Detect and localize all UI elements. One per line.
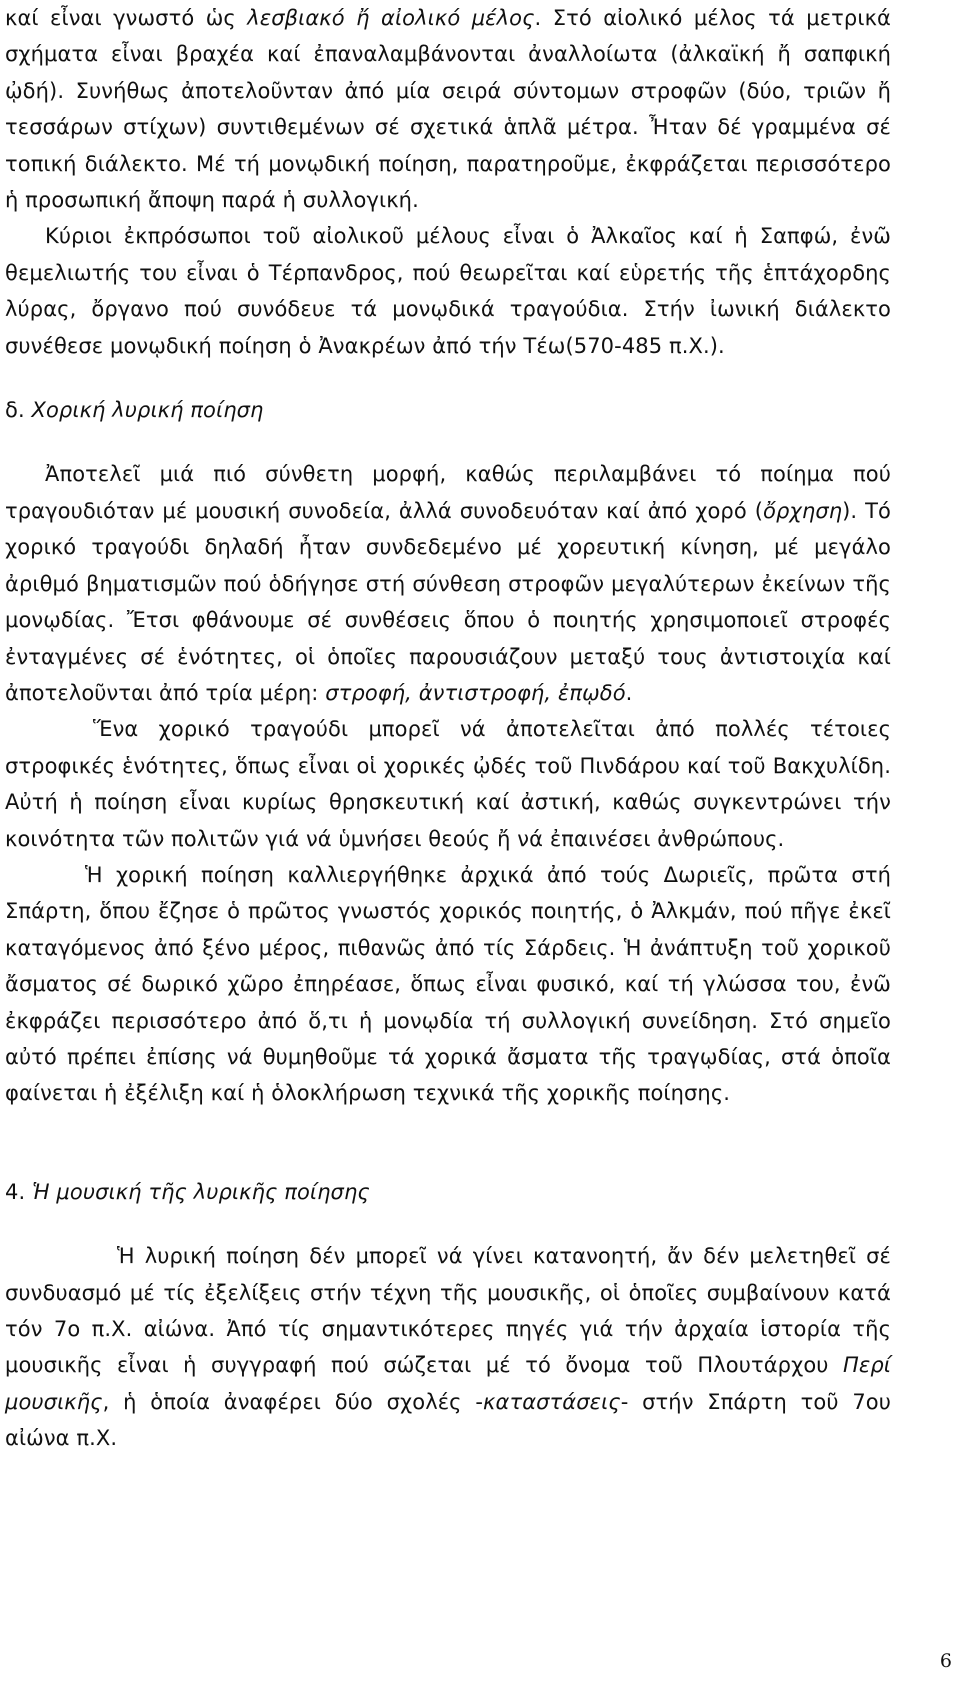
- section-heading-music: [5, 1174, 891, 1210]
- section-number: δ.: [5, 398, 32, 423]
- paragraph-representatives: Κύριοι ἐκπρόσωποι τοῦ αἰολικοῦ μέλους εἶναι ὁ Ἀλκαῖος καί ἡ Σαπφώ, ἐνῶ θεμελιωτής του εἶναι ὁ Τέρπανδρος, πού θεωρεῖται καί εὑρετής τῆς ἑπτάχορδης λύρας, ὄργανο πού συνόδευε τά μονῳδικά τραγούδια. Στήν ἰωνική διάλεκτο συνέθεσε μονῳδική ποίηση ὁ Ἀνακρέων ἀπό τήν Τέω(570-485 π.Χ.).: [5, 224, 891, 358]
- paragraph-choral-dorians: Ἡ χορική ποίηση καλλιεργήθηκε ἀρχικά ἀπό τούς Δωριεῖς, πρῶτα στή Σπάρτη, ὅπου ἔζησε ὁ πρῶτος γνωστός χορικός ποιητής, ὁ Ἀλκμάν, πού πῆγε ἐκεῖ καταγόμενος ἀπό ξένο μέρος, πιθανῶς ἀπό τίς Σάρδεις. Ἡ ἀνάπτυξη τοῦ χορικοῦ ἄσματος σέ δωρικό χῶρο ἐπηρέασε, ὅπως εἶναι φυσικό, καί τή γλώσσα του, ἐνῶ ἐκφράζει περισσότερο ἀπό ὅ,τι ἡ μονῳδία τή συλλογική συνείδηση. Στό σημεῖο αὐτό πρέπει ἐπίσης νά θυμηθοῦμε τά χορικά ἄσματα τῆς τραγῳδίας, στά ὁποῖα φαίνεται ἡ ἐξέλιξη καί ἡ ὁλοκλήρωση τεχνικά τῆς χορικῆς ποίησης.: [5, 862, 891, 1106]
- italic-term: λεσβιακό ἤ αἰολικό μέλος: [247, 6, 535, 30]
- paragraph-choral-units: Ἕνα χορικό τραγούδι μπορεῖ νά ἀποτελεῖται ἀπό πολλές τέτοιες στροφικές ἑνότητες, ὅπως εἶναι οἱ χορικές ᾠδές τοῦ Πινδάρου καί τοῦ Βακχυλίδη. Αὐτή ἡ ποίηση εἶναι κυρίως θρησκευτική καί ἀστική, καθώς συγκεντρώνει τήν κοινότητα τῶν πολιτῶν γιά νά ὑμνήσει θεούς ἤ νά ἐπαινέσει ἀνθρώπους.: [5, 717, 891, 851]
- text: , ἡ ὁποία ἀναφέρει δύο σχολές -: [102, 1389, 484, 1414]
- text: Ἀποτελεῖ μιά πιό σύνθετη μορφή, καθώς περιλαμβάνει τό ποίημα πού τραγουδιόταν μέ μουσική συνοδεία, ἀλλά συνοδευόταν καί ἀπό χορό (: [5, 462, 891, 523]
- text: . Στό αἰολικό μέλος τά μετρικά σχήματα εἶναι βραχέα καί ἐπαναλαμβάνονται ἀναλλοίωτα (ἀλκαϊκή ἤ σαπφική ᾠδή). Συνήθως ἀποτελοῦνταν ἀπό μία σειρά σύντομων στροφῶν (δύο, τριῶν ἤ τεσσάρων στίχων) συντιθεμένων σέ σχετικά ἁπλᾶ μέτρα. Ἦταν δέ γραμμένα σέ τοπική διάλεκτο. Μέ τή μονῳδική ποίηση, παρατηροῦμε, ἐκφράζεται περισσότερο ἡ προσωπική ἄποψη παρά ἡ συλλογική.: [5, 6, 891, 213]
- italic-term: καταστάσεις: [483, 1389, 621, 1414]
- section-heading-choral: [5, 392, 891, 428]
- paragraph-aeolic-melos: [5, 0, 891, 218]
- page-number: 6: [939, 1650, 952, 1672]
- italic-term: ὄρχηση: [763, 498, 843, 523]
- paragraph-choral-definition: [5, 456, 891, 711]
- document-page: [5, 0, 891, 1457]
- section-title: Ἡ μουσική τῆς λυρικῆς ποίησης: [32, 1179, 370, 1204]
- italic-title: Περί μουσικῆς: [5, 1353, 891, 1414]
- text: .: [625, 680, 633, 705]
- text: ). Τό χορικό τραγούδι δηλαδή ἦταν συνδεδεμένο μέ χορευτική κίνηση, μέ μεγάλο ἀριθμό βηματισμῶν πού ὁδήγησε στή σύνθεση στροφῶν μεγαλύτερων ἐκείνων τῆς μονῳδίας. Ἔτσι φθάνουμε σέ συνθέσεις ὅπου ὁ ποιητής χρησιμοποιεῖ στροφές ἐνταγμένες σέ ἑνότητες, οἱ ὁποῖες παρουσιάζουν μεταξύ τους ἀντιστοιχία καί ἀποτελοῦνται ἀπό τρία μέρη:: [5, 498, 891, 705]
- section-number: 4.: [5, 1179, 33, 1204]
- italic-term: στροφή, ἀντιστροφή, ἐπῳδό: [325, 680, 626, 705]
- text: - στήν Σπάρτη τοῦ 7ου αἰώνα π.Χ.: [5, 1389, 891, 1451]
- text: Ἡ λυρική ποίηση δέν μπορεῖ νά γίνει κατανοητή, ἄν δέν μελετηθεῖ σέ συνδυασμό μέ τίς ἐξελίξεις στήν τέχνη τῆς μουσικῆς, οἱ ὁποῖες συμβαίνουν κατά τόν 7ο π.Χ. αἰώνα. Ἀπό τίς σημαντικότερες πηγές γιά τήν ἀρχαία ἱστορία τῆς μουσικῆς εἶναι ἡ συγγραφή πού σώζεται μέ τό ὄνομα τοῦ Πλουτάρχου: [5, 1244, 891, 1378]
- section-title: Χορική λυρική ποίηση: [31, 398, 264, 423]
- text: καί εἶναι γνωστό ὡς: [5, 6, 248, 30]
- paragraph-lyric-music: [5, 1238, 891, 1456]
